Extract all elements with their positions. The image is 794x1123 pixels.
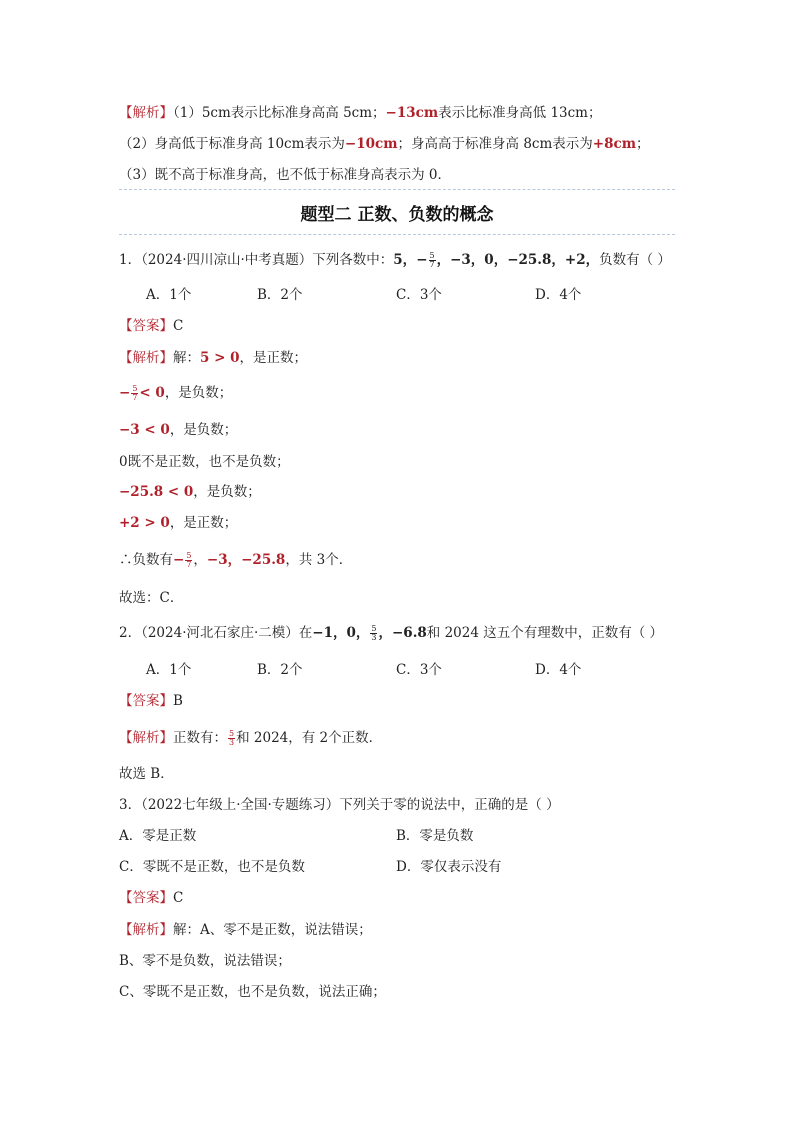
prev-solution-line-1	[119, 103, 602, 123]
q2-stem	[119, 623, 663, 643]
section-title: 题型二 正数、负数的概念	[300, 205, 494, 225]
text: 表示比标准身高低 13cm；	[438, 105, 602, 121]
text: ，是负数；	[169, 422, 238, 438]
math: < 0	[139, 385, 165, 401]
q1-solution-line-5	[119, 482, 261, 502]
q2-option-d: D．4个	[535, 662, 582, 678]
q2-answer	[119, 691, 183, 711]
q1-solution-line-6	[119, 513, 237, 533]
text: ∴负数有	[119, 552, 173, 568]
analysis-tag: 【解析】	[119, 350, 173, 366]
analysis-tag: 【解析】	[119, 922, 173, 938]
q1-solution-line-1	[119, 348, 307, 368]
math: ，−6.8	[378, 625, 427, 641]
text: ，是正数；	[239, 350, 307, 366]
fraction-numerator: 5	[229, 729, 235, 738]
analysis-tag: 【解析】	[119, 730, 173, 746]
answer-value: B	[173, 693, 183, 709]
q1-solution-line-4: 0既不是正数，也不是负数；	[119, 454, 290, 470]
text: ，	[193, 552, 207, 568]
text: 负数有（ ）	[599, 252, 671, 268]
math: 5 > 0	[200, 350, 240, 366]
q3-solution-line-1	[119, 920, 372, 940]
q2-option-b: B．2个	[257, 662, 303, 678]
fraction-denominator: 3	[371, 633, 377, 642]
fraction-numerator: 5	[429, 251, 435, 260]
text: （2）身高低于标准身高 10cm表示为	[119, 136, 345, 152]
q1-stem	[119, 250, 671, 270]
fraction	[370, 625, 377, 642]
text: ；身高高于标准身高 8cm表示为	[397, 136, 593, 152]
math: ，−3，0，−25.8，+2，	[436, 252, 600, 268]
q3-option-b: B．零是负数	[396, 828, 474, 844]
text: （1）5cm表示比标准身高高 5cm；	[173, 105, 386, 121]
q1-final: 故选：C．	[119, 590, 184, 606]
math: −	[119, 385, 131, 401]
text: 2．（2024·河北石家庄·二模）在	[119, 625, 313, 641]
fraction	[429, 252, 436, 269]
math: −10cm	[344, 136, 398, 152]
answer-tag: 【答案】	[119, 693, 173, 709]
q3-option-d: D．零仅表示没有	[396, 859, 502, 875]
q1-option-d: D．4个	[535, 287, 582, 303]
fraction-denominator: 7	[429, 260, 435, 269]
q1-answer	[119, 316, 183, 336]
q3-solution-line-3: C、零既不是正数，也不是负数，说法正确；	[119, 984, 386, 1000]
q3-stem: 3．（2022七年级上·全国·专题练习）下列关于零的说法中，正确的是（ ）	[119, 797, 560, 813]
answer-value: C	[173, 318, 184, 334]
text: ，是正数；	[169, 515, 238, 531]
q3-solution-line-2: B、零不是负数，说法错误；	[119, 953, 291, 969]
fraction	[185, 552, 192, 569]
q1-solution-line-3	[119, 420, 237, 440]
fraction-denominator: 7	[186, 560, 192, 569]
answer-tag: 【答案】	[119, 890, 173, 906]
q2-solution	[119, 728, 382, 748]
q1-solution-line-7	[119, 550, 352, 570]
fraction-denominator: 3	[229, 738, 235, 747]
fraction-numerator: 5	[186, 551, 192, 560]
text: ，是负数；	[164, 385, 233, 401]
q3-answer	[119, 888, 183, 908]
q1-option-c: C．3个	[396, 287, 442, 303]
math: +2 > 0	[119, 515, 170, 531]
section-divider-top	[119, 189, 675, 190]
fraction	[131, 385, 138, 402]
text: ，是负数；	[193, 484, 261, 500]
analysis-tag: 【解析】	[119, 105, 173, 121]
q1-solution-line-2	[119, 383, 232, 403]
math: −3 < 0	[119, 422, 170, 438]
math: −3，−25.8	[206, 552, 286, 568]
math: 5，	[393, 252, 417, 268]
math: −25.8 < 0	[119, 484, 194, 500]
text: 和 2024，有 2个正数．	[236, 730, 383, 746]
text: 和 2024 这五个有理数中，正数有（ ）	[426, 625, 664, 641]
answer-tag: 【答案】	[119, 318, 173, 334]
q1-option-a: A．1个	[146, 287, 192, 303]
math: −1，0，	[312, 625, 370, 641]
math: −	[416, 252, 428, 268]
fraction-numerator: 5	[371, 624, 377, 633]
q2-option-c: C．3个	[396, 662, 442, 678]
math: +8cm	[592, 136, 636, 152]
q3-option-a: A．零是正数	[119, 828, 197, 844]
text: 解：	[173, 350, 200, 366]
fraction-denominator: 7	[132, 393, 138, 402]
prev-solution-line-2	[119, 134, 650, 154]
fraction-numerator: 5	[132, 384, 138, 393]
math: −	[173, 552, 185, 568]
q2-option-a: A．1个	[146, 662, 192, 678]
prev-solution-line-3: （3）既不高于标准身高，也不低于标准身高表示为 0．	[119, 167, 451, 183]
text: 正数有：	[173, 730, 227, 746]
text: 解：A、零不是正数，说法错误；	[173, 922, 372, 938]
math: −13cm	[385, 105, 439, 121]
q1-option-b: B．2个	[257, 287, 303, 303]
answer-value: C	[173, 890, 184, 906]
fraction	[228, 730, 235, 747]
q3-option-c: C．零既不是正数，也不是负数	[119, 859, 305, 875]
section-divider-bottom	[119, 234, 675, 235]
text: 1．（2024·四川凉山·中考真题）下列各数中：	[119, 252, 394, 268]
text: ，共 3个．	[285, 552, 353, 568]
q2-final: 故选 B．	[119, 766, 174, 782]
text: ；	[636, 136, 650, 152]
